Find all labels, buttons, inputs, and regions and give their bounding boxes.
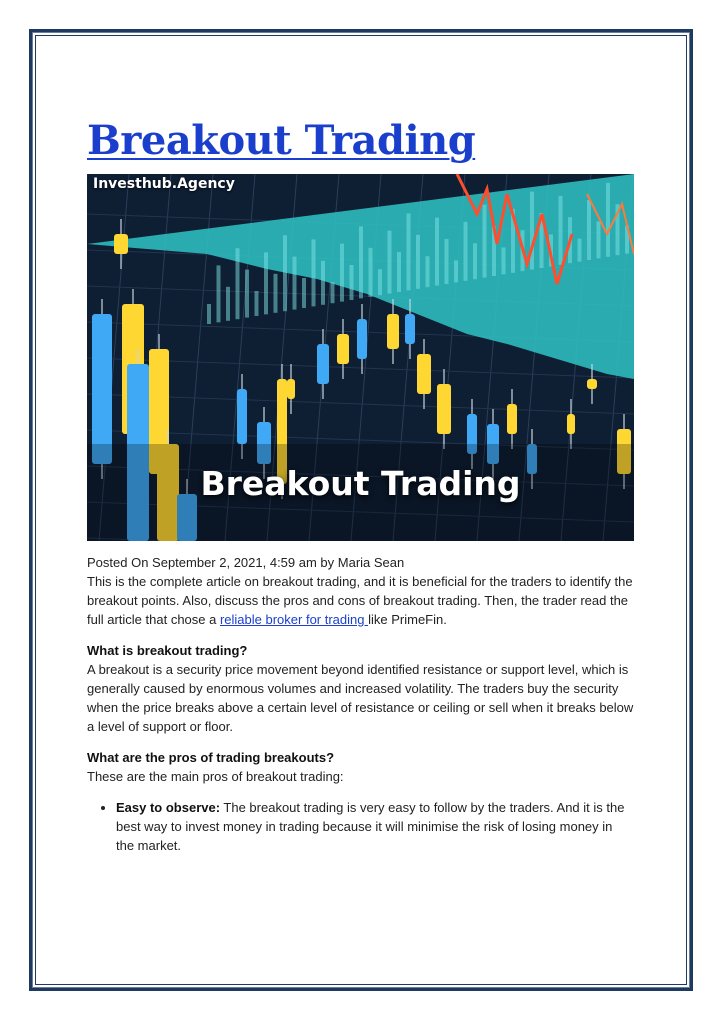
section-paragraph: A breakout is a security price movement beyond identified resistance or support level, which is generally caused by enormous volumes and increased volatility. The traders buy the security when the price breaks above a certain level of resistance or ceiling or sell when it breaks below a level of support or floor.: [87, 662, 634, 734]
candle-body: [92, 314, 112, 464]
candle-body: [287, 379, 295, 399]
histogram-bar: [502, 247, 506, 274]
histogram-bar: [321, 261, 325, 305]
histogram-bar: [283, 235, 287, 311]
intro-text: This is the complete article on breakout trading, and it is beneficial for the traders to identify the breakout points. Also, discuss the pros and cons of breakout trading. Then, the trader read the full article that chose a: [87, 574, 633, 627]
candle-body: [507, 404, 517, 434]
histogram-bar: [340, 244, 344, 302]
article: [87, 112, 634, 855]
article-title[interactable]: Breakout Trading: [87, 117, 476, 164]
candle-body: [567, 414, 575, 434]
list-item: [116, 798, 634, 855]
histogram-bar: [578, 239, 582, 262]
histogram-bar: [350, 265, 354, 300]
histogram-bar: [217, 265, 221, 322]
histogram-bar: [435, 218, 439, 286]
section-heading: What are the pros of trading breakouts?: [87, 750, 335, 765]
histogram-bar: [587, 200, 591, 260]
candle-body: [114, 234, 128, 254]
histogram-bar: [606, 183, 610, 257]
candle-body: [317, 344, 329, 384]
candle-body: [337, 334, 349, 364]
histogram-bar: [530, 192, 534, 270]
section-heading: What is breakout trading?: [87, 643, 248, 658]
section-paragraph: These are the main pros of breakout trading:: [87, 769, 344, 784]
histogram-bar: [264, 252, 268, 314]
brand-watermark: Investhub.Agency: [93, 176, 235, 192]
histogram-bar: [331, 282, 335, 303]
candle-body: [417, 354, 431, 394]
histogram-bar: [293, 257, 297, 310]
histogram-bar: [454, 260, 458, 282]
hero-caption: Breakout Trading: [200, 464, 521, 503]
histogram-bar: [207, 304, 211, 324]
pro-label: Easy to observe:: [116, 800, 221, 815]
histogram-bar: [255, 291, 259, 316]
histogram-bar: [312, 239, 316, 306]
intro-paragraph: [87, 572, 634, 629]
pros-list: [87, 798, 634, 855]
post-meta: Posted On September 2, 2021, 4:59 am by Maria Sean: [87, 555, 405, 570]
histogram-bar: [397, 252, 401, 292]
histogram-bar: [559, 196, 563, 265]
histogram-bar: [483, 205, 487, 278]
intro-text-end: like PrimeFin.: [368, 612, 447, 627]
broker-link[interactable]: reliable broker for trading: [219, 612, 369, 627]
histogram-bar: [464, 222, 468, 281]
histogram-bar: [378, 269, 382, 295]
histogram-bar: [416, 235, 420, 289]
histogram-bar: [597, 221, 601, 258]
candle-body: [587, 379, 597, 389]
candle-body: [237, 389, 247, 444]
candle-body: [405, 314, 415, 344]
histogram-bar: [445, 239, 449, 284]
candle-body: [357, 319, 367, 359]
candle-body: [387, 314, 399, 349]
histogram-bar: [302, 278, 306, 308]
pro-text: The breakout trading is very easy to follow by the traders. And it is the best way to invest money in trading because it will minimise the risk of losing money in the market.: [116, 800, 625, 853]
histogram-bar: [369, 248, 373, 297]
histogram-bar: [226, 287, 230, 321]
histogram-bar: [388, 231, 392, 294]
candle-body: [437, 384, 451, 434]
histogram-bar: [236, 248, 240, 319]
histogram-bar: [407, 213, 411, 290]
histogram-bar: [473, 243, 477, 279]
histogram-bar: [426, 256, 430, 287]
histogram-bar: [274, 274, 278, 313]
histogram-bar: [359, 226, 363, 298]
histogram-bar: [245, 270, 249, 318]
hero-image: [87, 174, 634, 541]
